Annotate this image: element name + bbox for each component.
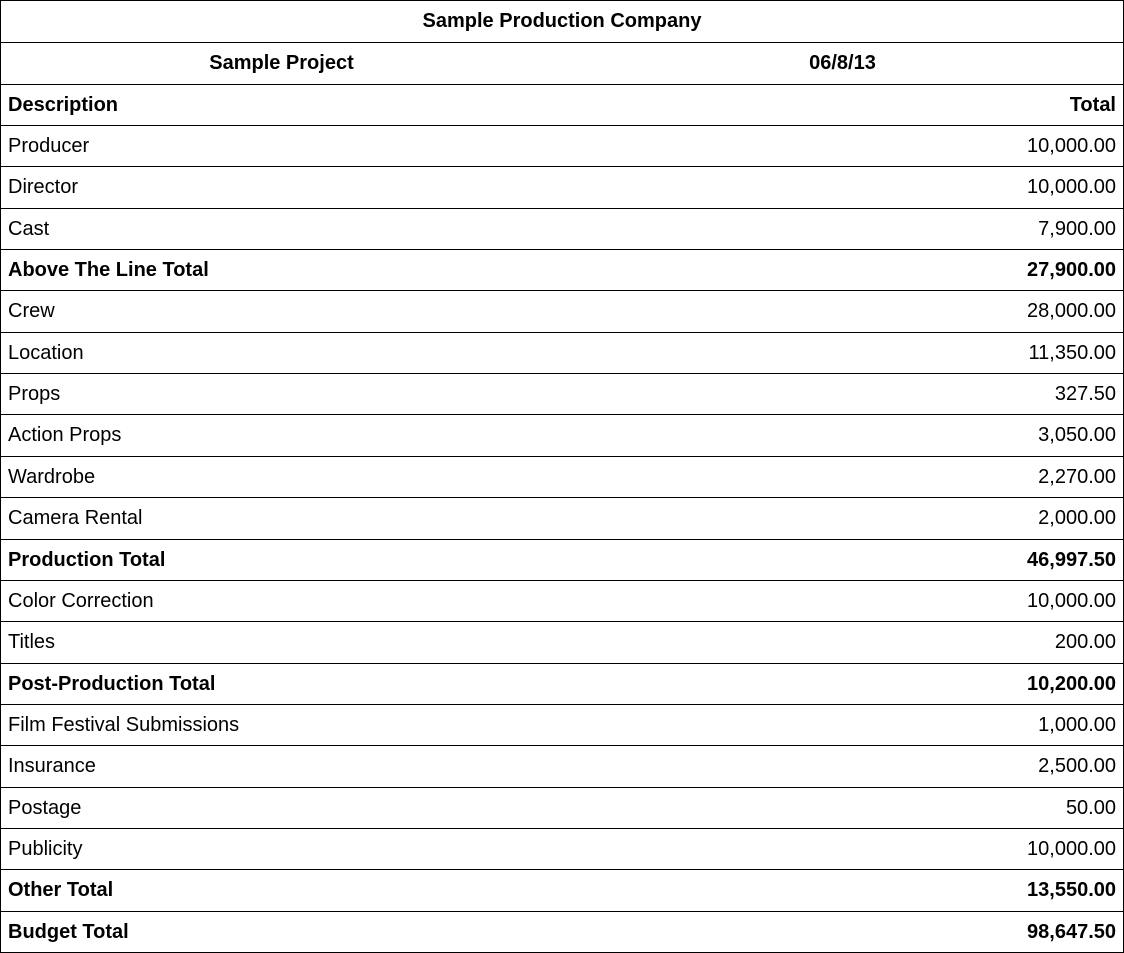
project-date: 06/8/13 xyxy=(809,52,876,74)
row-description: Producer xyxy=(8,134,90,157)
row-total: 27,900.00 xyxy=(1027,258,1116,281)
row-description: Action Props xyxy=(8,424,122,446)
subtotal-row xyxy=(0,249,1124,290)
row-total: 3,050.00 xyxy=(1038,424,1116,446)
row-total: 98,647.50 xyxy=(1027,920,1116,943)
project-name: Sample Project xyxy=(209,52,354,74)
description-header: Description xyxy=(8,94,119,116)
row-description: Other Total xyxy=(8,879,114,901)
row-description: Insurance xyxy=(8,755,96,777)
table-row xyxy=(0,166,1124,208)
table-row xyxy=(0,332,1124,373)
table-row xyxy=(0,208,1124,249)
row-total: 200.00 xyxy=(1054,631,1116,653)
row-description: Titles xyxy=(8,631,56,653)
row-description: Cast xyxy=(8,217,50,240)
row-total: 10,000.00 xyxy=(1027,134,1116,157)
total-header: Total xyxy=(1069,94,1116,116)
table-row xyxy=(0,414,1124,456)
table-row xyxy=(0,456,1124,497)
subtotal-row xyxy=(0,869,1124,911)
table-row xyxy=(0,745,1124,787)
project-row xyxy=(0,42,1124,84)
table-row xyxy=(0,621,1124,663)
row-description: Location xyxy=(8,341,84,364)
row-total: 327.50 xyxy=(1054,382,1116,405)
row-total: 28,000.00 xyxy=(1027,300,1116,322)
row-description: Film Festival Submissions xyxy=(8,713,240,736)
subtotal-row xyxy=(0,539,1124,580)
row-total: 50.00 xyxy=(1065,796,1116,819)
row-total: 46,997.50 xyxy=(1027,548,1116,571)
subtotal-row xyxy=(0,911,1124,953)
row-description: Crew xyxy=(8,300,55,322)
table-row xyxy=(0,497,1124,539)
row-description: Color Correction xyxy=(8,589,154,612)
row-description: Wardrobe xyxy=(8,465,96,488)
row-total: 10,000.00 xyxy=(1027,837,1116,860)
row-total: 2,500.00 xyxy=(1038,755,1116,777)
company-name: Sample Production Company xyxy=(422,10,702,32)
row-total: 13,550.00 xyxy=(1027,879,1116,901)
row-description: Camera Rental xyxy=(8,507,143,529)
row-total: 1,000.00 xyxy=(1038,713,1116,736)
row-description: Budget Total xyxy=(8,920,129,943)
row-total: 10,200.00 xyxy=(1027,672,1116,695)
row-description: Props xyxy=(8,382,61,405)
table-row xyxy=(0,787,1124,828)
table-row xyxy=(0,373,1124,414)
row-total: 2,270.00 xyxy=(1038,465,1116,488)
company-row xyxy=(0,0,1124,42)
column-header-row xyxy=(0,84,1124,126)
subtotal-row xyxy=(0,663,1124,704)
row-total: 10,000.00 xyxy=(1027,176,1116,198)
table-row xyxy=(0,125,1124,166)
row-description: Post-Production Total xyxy=(8,672,216,695)
row-description: Publicity xyxy=(8,837,83,860)
row-total: 11,350.00 xyxy=(1028,341,1116,364)
table-row xyxy=(0,580,1124,621)
row-total: 10,000.00 xyxy=(1027,589,1116,612)
row-description: Postage xyxy=(8,796,82,819)
row-description: Director xyxy=(8,176,79,198)
row-total: 2,000.00 xyxy=(1038,507,1116,529)
table-row xyxy=(0,704,1124,745)
row-total: 7,900.00 xyxy=(1038,217,1116,240)
row-description: Production Total xyxy=(8,548,166,571)
table-row xyxy=(0,290,1124,332)
table-row xyxy=(0,828,1124,869)
row-description: Above The Line Total xyxy=(8,258,209,281)
